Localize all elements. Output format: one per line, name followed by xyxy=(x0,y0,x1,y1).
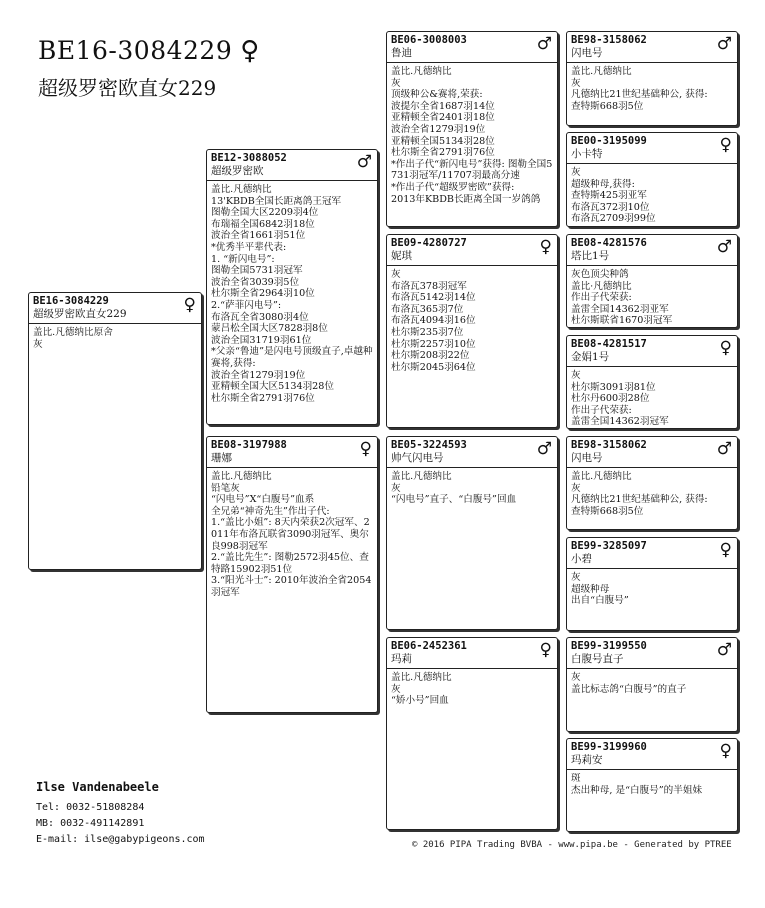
info-line: 13'KBDB全国长距离鸽王冠军 xyxy=(211,195,342,207)
info-line: 查特斯425羽亚军 xyxy=(571,190,647,202)
info-line: 波治全省1279羽19位 xyxy=(211,369,306,381)
info-line: 盖比标志鸽“白腹号”的直子 xyxy=(571,683,687,695)
info-line: “闪电号”直子、“白腹号”回血 xyxy=(391,494,517,506)
pedigree-box-sds[interactable] xyxy=(566,234,738,328)
pigeon-name: 妮琪 xyxy=(391,250,412,262)
info-line: 灰 xyxy=(571,482,581,494)
female-icon: ♀ xyxy=(359,439,372,459)
info-line: 凡德纳比21世纪基础种公, 获得: xyxy=(571,89,708,101)
page-title-ring: BE16-3084229 xyxy=(38,36,233,65)
pigeon-name: 珊娜 xyxy=(211,452,232,464)
ring-number: BE05-3224593 xyxy=(391,439,467,451)
info-line: 杜尔斯全省2791羽76位 xyxy=(211,392,315,404)
box-header xyxy=(567,235,737,266)
info-line: 布洛瓦378羽冠军 xyxy=(391,280,467,292)
info-line: 杜尔斯208羽22位 xyxy=(391,350,470,362)
info-line: 全兄弟“神奇先生”作出子代: xyxy=(211,505,330,517)
male-icon: ♂ xyxy=(536,34,552,54)
page-title xyxy=(38,36,260,66)
info-line: 布洛瓦365羽7位 xyxy=(391,303,464,315)
male-icon: ♂ xyxy=(356,152,372,172)
info-line: *作出子代“新闪电号”获得: 图勒全国5731羽冠军/11707羽最高分速 xyxy=(391,158,553,182)
info-line: 2.“盖比先生”: 图勒2572羽45位、查特路15902羽51位 xyxy=(211,552,369,575)
pedigree-box-dam-sire[interactable] xyxy=(386,436,558,630)
pedigree-box-sire-sire[interactable] xyxy=(386,31,558,227)
info-line: 查特斯668羽5位 xyxy=(571,100,644,112)
info-line: *优秀半平辈代表: xyxy=(211,241,287,253)
pedigree-box-ddd[interactable] xyxy=(566,738,738,832)
box-body xyxy=(567,63,737,115)
ring-number: BE08-4281517 xyxy=(571,338,647,350)
breeder-tel: Tel: 0032-51808284 xyxy=(36,802,145,813)
info-line: 盖比.凡德纳比 xyxy=(211,471,272,482)
info-line: 杜尔斯全省2791羽76位 xyxy=(391,147,495,159)
box-body xyxy=(387,63,557,208)
info-line: “闪电号”X“白腹号”血系 xyxy=(211,494,315,506)
info-line: 凡德纳比21世纪基础种公, 获得: xyxy=(571,494,708,506)
female-icon: ♀ xyxy=(183,295,196,315)
info-line: 灰 xyxy=(571,77,581,89)
pigeon-name: 玛莉 xyxy=(391,653,412,665)
info-line: 灰 xyxy=(391,269,401,280)
box-body xyxy=(567,569,737,610)
info-line: 盖雷全国14362羽亚军 xyxy=(571,303,669,315)
ring-number: BE98-3158062 xyxy=(571,34,647,46)
ring-number: BE06-2452361 xyxy=(391,640,467,652)
box-body xyxy=(567,164,737,227)
box-header xyxy=(387,638,557,669)
info-line: 图勒全国大区2209羽4位 xyxy=(211,207,319,219)
box-body xyxy=(567,367,737,429)
box-body xyxy=(567,770,737,799)
male-icon: ♂ xyxy=(716,34,732,54)
info-line: 蒙吕松全国大区7828羽8位 xyxy=(211,323,328,335)
female-icon: ♀ xyxy=(719,741,732,761)
info-line: “娇小号”回血 xyxy=(391,695,449,707)
ring-number: BE99-3285097 xyxy=(571,540,647,552)
info-line: 盖比.凡德纳比 xyxy=(211,184,272,195)
info-line: 波治全省1279羽19位 xyxy=(391,123,486,135)
pedigree-box-subject[interactable] xyxy=(28,292,202,570)
info-line: 布洛瓦4094羽16位 xyxy=(391,315,476,327)
info-line: 铅笔灰 xyxy=(211,482,240,494)
info-line: 波治全省1661羽51位 xyxy=(211,230,306,242)
pedigree-box-ssd[interactable] xyxy=(566,132,738,227)
info-line: 查特斯668羽5位 xyxy=(571,505,644,517)
breeder-email[interactable]: E-mail: ilse@gabypigeons.com xyxy=(36,834,205,845)
male-icon: ♂ xyxy=(536,439,552,459)
pedigree-box-sire[interactable] xyxy=(206,149,378,425)
info-line: 灰 xyxy=(391,77,401,89)
box-header xyxy=(567,739,737,770)
pigeon-name: 白腹号直子 xyxy=(571,653,624,665)
female-icon: ♀ xyxy=(719,338,732,358)
ring-number: BE08-4281576 xyxy=(571,237,647,249)
info-line: 盖雷全国14362羽冠军 xyxy=(571,416,669,428)
ring-number: BE06-3008003 xyxy=(391,34,467,46)
info-line: 超级种母 xyxy=(571,583,610,595)
info-line: 杜尔斯235羽7位 xyxy=(391,326,464,338)
pigeon-name: 超级罗密欧直女229 xyxy=(33,308,127,320)
info-line: 作出子代荣获: xyxy=(571,404,632,416)
ring-number: BE99-3199960 xyxy=(571,741,647,753)
box-body xyxy=(207,468,377,602)
breeder-contact xyxy=(36,780,205,848)
info-line: *作出子代“超级罗密欧”获得: xyxy=(391,181,515,193)
info-line: 超级种母,获得: xyxy=(571,178,635,190)
info-line: 杜尔斯联省1670羽冠军 xyxy=(571,315,673,327)
pedigree-box-dss[interactable] xyxy=(566,436,738,530)
info-line: 杜尔斯2257羽10位 xyxy=(391,338,476,350)
female-icon: ♀ xyxy=(539,237,552,257)
info-line: 2013年KBDB长距离全国一岁鸽鸽 xyxy=(391,193,541,205)
info-line: 盖比·凡德纳比 xyxy=(571,280,632,292)
box-header xyxy=(567,32,737,63)
pigeon-name: 金娟1号 xyxy=(571,351,610,363)
pedigree-box-sss[interactable] xyxy=(566,31,738,126)
info-line: 杰出种母, 是“白腹号”的半姐妹 xyxy=(571,784,703,796)
pedigree-box-dds[interactable] xyxy=(566,637,738,732)
pigeon-name: 玛莉安 xyxy=(571,754,603,766)
box-header xyxy=(567,437,737,468)
info-line: 亚精顿全省2401羽18位 xyxy=(391,112,495,124)
info-line: 灰 xyxy=(391,683,401,695)
info-line: 图勒全国5731羽冠军 xyxy=(211,265,303,277)
info-line: 盖比.凡德纳比 xyxy=(391,471,452,482)
info-line: 布洛瓦2709羽99位 xyxy=(571,213,656,225)
ring-number: BE08-3197988 xyxy=(211,439,287,451)
ring-number: BE99-3199550 xyxy=(571,640,647,652)
info-line: 波治全省3039羽5位 xyxy=(211,276,300,288)
info-line: 布瑞福全国6842羽18位 xyxy=(211,218,315,230)
breeder-mobile: MB: 0032-491142891 xyxy=(36,818,145,829)
box-header xyxy=(567,538,737,569)
info-line: 灰色顶尖种鸽 xyxy=(571,269,629,280)
info-line: 灰 xyxy=(571,167,581,178)
ring-number: BE00-3195099 xyxy=(571,135,647,147)
info-line: 斑 xyxy=(571,773,581,784)
info-line: 亚精顿全国大区5134羽28位 xyxy=(211,381,334,393)
pigeon-name: 超级罗密欧 xyxy=(211,165,264,177)
info-line: 1.“盖比小姐”: 8天内荣获2次冠军、2011年布洛瓦联省3090羽冠军、奥尔良998羽冠军 xyxy=(211,517,370,552)
female-icon: ♀ xyxy=(240,36,260,66)
info-line: 灰 xyxy=(391,482,401,494)
female-icon: ♀ xyxy=(719,135,732,155)
box-header xyxy=(387,32,557,63)
info-line: 杜尔斯全省2964羽10位 xyxy=(211,288,315,300)
breeder-name: Ilse Vandenabeele xyxy=(36,780,159,794)
info-line: 杜尔丹600羽28位 xyxy=(571,393,650,405)
male-icon: ♂ xyxy=(716,439,732,459)
box-header xyxy=(207,150,377,181)
info-line: 盖比.凡德纳比 xyxy=(571,471,632,482)
info-line: 灰 xyxy=(33,338,43,350)
ring-number: BE09-4280727 xyxy=(391,237,467,249)
box-header xyxy=(567,336,737,367)
info-line: 亚精顿全国5134羽28位 xyxy=(391,135,495,147)
female-icon: ♀ xyxy=(719,540,732,560)
pigeon-name: 鲁迪 xyxy=(391,47,412,59)
pigeon-name: 小碧 xyxy=(571,553,592,565)
info-line: 灰 xyxy=(571,572,581,583)
info-line: 3.“阳光斗士”: 2010年波治全省2054羽冠军 xyxy=(211,575,372,598)
info-line: 杜尔斯3091羽81位 xyxy=(571,381,656,393)
info-line: 波提尔全省1687羽14位 xyxy=(391,100,495,112)
info-line: 作出子代荣获: xyxy=(571,292,632,304)
pedigree-box-dam-dam[interactable] xyxy=(386,637,558,830)
male-icon: ♂ xyxy=(716,237,732,257)
info-line: 杜尔斯2045羽64位 xyxy=(391,361,476,373)
info-line: 波治全国31719羽61位 xyxy=(211,334,312,346)
box-header xyxy=(387,437,557,468)
info-line: 布洛瓦5142羽14位 xyxy=(391,292,476,304)
info-line: *父亲“鲁迪”是闪电号顶级直子,卓越种赛将,获得: xyxy=(211,346,373,369)
info-line: 灰 xyxy=(571,672,581,683)
page-subtitle: 超级罗密欧直女229 xyxy=(38,76,217,100)
info-line: 灰 xyxy=(571,370,581,381)
pigeon-name: 塔比1号 xyxy=(571,250,610,262)
box-header xyxy=(567,638,737,669)
info-line: 盖比.凡德纳比 xyxy=(391,672,452,683)
ring-number: BE98-3158062 xyxy=(571,439,647,451)
male-icon: ♂ xyxy=(716,640,732,660)
pedigree-box-sdd[interactable] xyxy=(566,335,738,429)
box-body xyxy=(207,181,377,407)
footer-credit: © 2016 PIPA Trading BVBA - www.pipa.be - Generated by PTREE xyxy=(412,840,732,850)
pigeon-name: 闪电号 xyxy=(571,47,603,59)
box-body xyxy=(29,324,201,353)
pedigree-box-dsd[interactable] xyxy=(566,537,738,631)
pigeon-name: 闪电号 xyxy=(571,452,603,464)
pigeon-name: 小卡特 xyxy=(571,148,603,160)
pedigree-box-dam[interactable] xyxy=(206,436,378,713)
pigeon-name: 帅气闪电号 xyxy=(391,452,444,464)
info-line: 1. “新闪电号”: xyxy=(211,253,275,265)
box-header xyxy=(29,293,201,324)
info-line: 布洛瓦372羽10位 xyxy=(571,201,650,213)
box-body xyxy=(567,669,737,698)
box-header xyxy=(207,437,377,468)
box-header xyxy=(387,235,557,266)
info-line: 盖比.凡德纳比 xyxy=(571,66,632,77)
ring-number: BE16-3084229 xyxy=(33,295,109,307)
female-icon: ♀ xyxy=(539,640,552,660)
ring-number: BE12-3088052 xyxy=(211,152,287,164)
info-line: 盖比.凡德纳比原舍 xyxy=(33,327,113,338)
info-line: 顶级种公&赛将,荣获: xyxy=(391,89,483,101)
box-body xyxy=(567,468,737,520)
info-line: 布洛瓦全省3080羽4位 xyxy=(211,311,309,323)
info-line: 出自“白腹号” xyxy=(571,595,629,607)
box-body xyxy=(387,669,557,710)
box-header xyxy=(567,133,737,164)
box-body xyxy=(567,266,737,328)
info-line: 盖比.凡德纳比 xyxy=(391,66,452,77)
box-body xyxy=(387,266,557,376)
box-body xyxy=(387,468,557,509)
pedigree-box-sire-dam[interactable] xyxy=(386,234,558,428)
info-line: 2.“萨菲闪电号”: xyxy=(211,299,282,311)
